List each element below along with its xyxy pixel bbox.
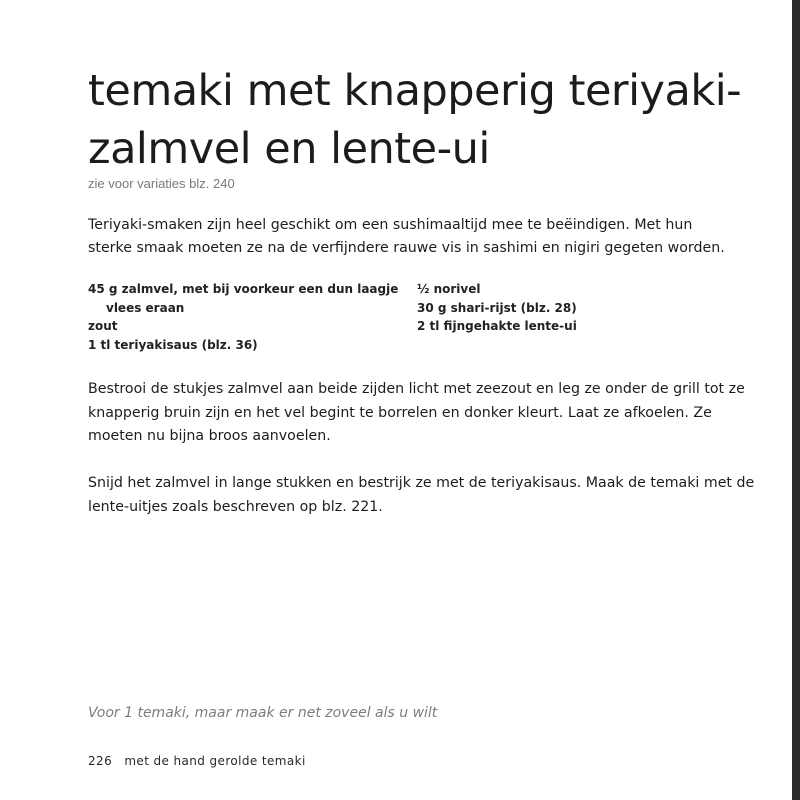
- ingredient-item: ½ norivel: [417, 282, 481, 296]
- instruction-line: Bestrooi de stukjes zalmvel aan beide zijden licht met zeezout en leg ze onder de grill tot ze: [88, 381, 745, 397]
- recipe-title-line-2: zalmvel en lente-ui: [88, 124, 490, 174]
- serving-note: Voor 1 temaki, maar maak er net zoveel als u wilt: [88, 705, 438, 721]
- chapter-title: met de hand gerolde temaki: [124, 754, 306, 768]
- ingredients-left-column: [88, 280, 398, 354]
- instruction-line: moeten nu bijna broos aanvoelen.: [88, 428, 331, 444]
- intro-line-2: sterke smaak moeten ze na de verfijndere rauwe vis in sashimi en nigiri gegeten worden.: [88, 240, 725, 256]
- page-footer: [88, 754, 306, 768]
- ingredients-right-column: [417, 280, 577, 336]
- intro-paragraph: [88, 214, 748, 260]
- instruction-line: Snijd het zalmvel in lange stukken en bestrijk ze met de teriyakisaus. Maak de temaki met de: [88, 475, 755, 491]
- instruction-line: knapperig bruin zijn en het vel begint te borrelen en donker kleurt. Laat ze afkoelen. Ze: [88, 404, 712, 421]
- intro-line-1: Teriyaki-smaken zijn heel geschikt om een sushimaaltijd mee te beëindigen. Met hun: [88, 217, 693, 233]
- ingredient-item: 1 tl teriyakisaus (blz. 36): [88, 337, 258, 352]
- ingredient-item: 2 tl fijngehakte lente-ui: [417, 319, 577, 333]
- instruction-paragraph-2: [88, 472, 755, 519]
- recipe-title-line-1: temaki met knapperig teriyaki-: [88, 66, 742, 116]
- ingredient-item: zout: [88, 319, 118, 333]
- instruction-paragraph-1: [88, 378, 748, 449]
- ingredient-item: 45 g zalmvel, met bij voorkeur een dun laagje: [88, 282, 399, 296]
- recipe-title: [88, 62, 768, 178]
- variations-note: zie voor variaties blz. 240: [88, 176, 235, 191]
- instruction-line: lente-uitjes zoals beschreven op blz. 221.: [88, 498, 383, 515]
- ingredient-item: 30 g shari-rijst (blz. 28): [417, 300, 577, 315]
- ingredient-item-continuation: vlees eraan: [106, 300, 185, 315]
- page-edge-shadow: [792, 0, 800, 800]
- page-number: 226: [88, 754, 113, 768]
